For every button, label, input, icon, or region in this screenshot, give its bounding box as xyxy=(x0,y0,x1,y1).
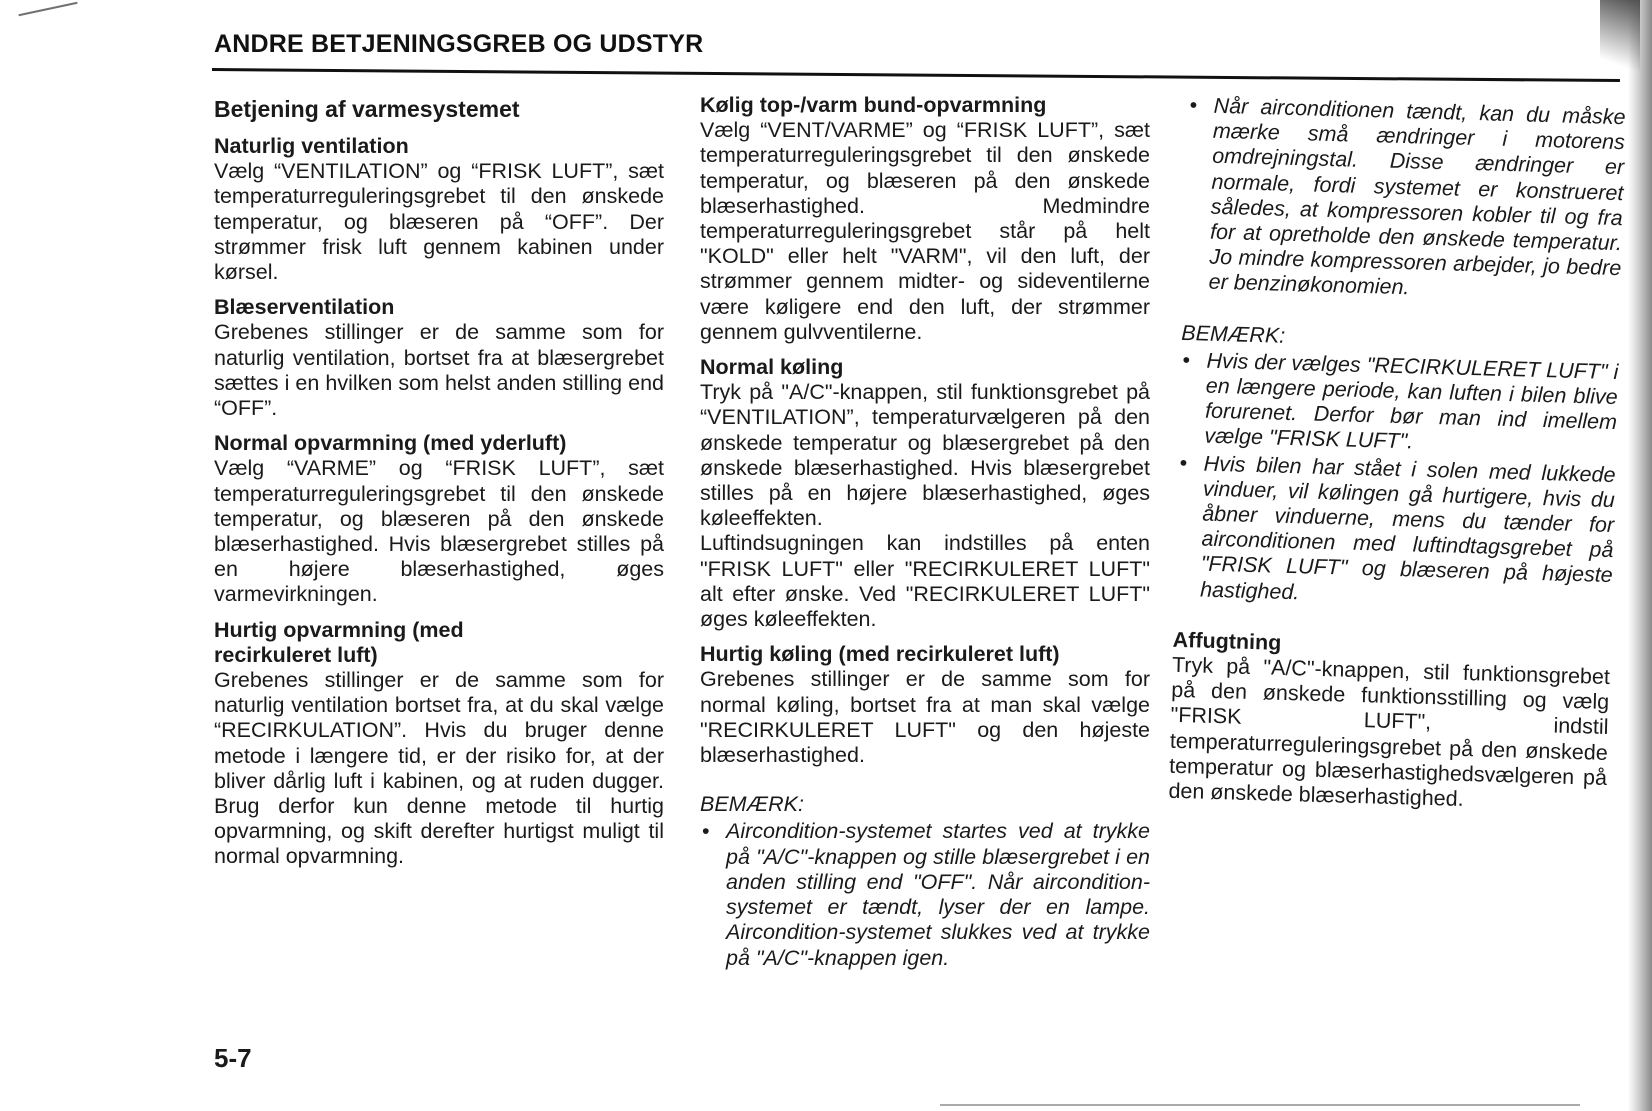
note-text: Hvis bilen har stået i solen med lukkede vinduer, vil kølingen gå hurtigere, hvis du åbner vinduerne, mens du tænder for airconditionen med luftindtagsgrebet på "FRISK LUFT" og blæseren på højeste hastighed. xyxy=(1199,451,1616,604)
intro-bullet-item xyxy=(1182,93,1625,307)
paragraph-normal-cooling: Tryk på "A/C"-knappen, stil funktionsgrebet på “VENTILATION”, temperaturvælgeren på den ønskede temperatur og blæsergrebet på den ønskede blæserhastighed. Hvis blæsergrebet stilles på en højere blæserhastighed, øges køleeffekten. xyxy=(700,380,1150,531)
note-text: Hvis der vælges "RECIRKULERET LUFT" i en længere periode, kan luften i bilen blive forurenet. Derfor bør man ind imellem vælge "FRISK LUFT". xyxy=(1204,348,1619,454)
note-label: BEMÆRK: xyxy=(700,792,804,817)
subheading-cool-top-warm-bottom: Kølig top-/varm bund-opvarmning xyxy=(700,93,1047,117)
subheading-normal-cooling: Normal køling xyxy=(700,355,844,380)
bullet-icon: • xyxy=(1179,450,1188,475)
paragraph-air-intake: Luftindsugningen kan indstilles på enten "FRISK LUFT" eller "RECIRKULERET LUFT" alt efter ønske. Ved "RECIRKULERET LUFT" øges køleeffekten. xyxy=(700,531,1150,632)
note-label: BEMÆRK: xyxy=(1180,320,1286,348)
column-right xyxy=(1168,93,1626,826)
page-number: 5-7 xyxy=(214,1043,252,1073)
scan-mark xyxy=(18,2,77,16)
scan-line xyxy=(940,1104,1580,1106)
subheading-dehumidify: Affugtning xyxy=(1172,627,1282,655)
subheading-quick-heating: Hurtig opvarmning (med recirkuleret luft) xyxy=(214,617,464,667)
note-list xyxy=(700,819,1150,970)
subheading-normal-heating: Normal opvarmning (med yderluft) xyxy=(214,431,567,456)
paragraph-quick-cooling: Grebenes stillinger er de samme som for normal køling, bortset fra at man skal vælge "RECIRKULERET LUFT" og den højeste blæserhastighed. xyxy=(700,667,1150,768)
note-item xyxy=(1174,451,1616,614)
note-text: Aircondition-systemet startes ved at trykke på "A/C"-knappen og stille blæsergrebet i en anden stilling end "OFF". Når aircondition-systemet er tændt, lyser der en lampe. Aircondition-systemet slukkes ved at trykke på "A/C"-knappen igen. xyxy=(726,819,1150,970)
header-divider xyxy=(212,68,1620,82)
paragraph-cool-top-warm-bottom: Vælg “VENT/VARME” og “FRISK LUFT”, sæt temperaturreguleringsgrebet til den ønskede temperatur, og blæseren på den ønskede blæserhastighed. Medmindre temperaturreguleringsgrebet står på helt "KOLD" eller helt "VARM", vil den luft, der strømmer gennem midter- og sideventilerne være køligere end den luft, der strømmer gennem gulvventilerne. xyxy=(700,118,1150,344)
column-left xyxy=(214,96,664,880)
column-middle xyxy=(700,93,1150,973)
note-item xyxy=(700,819,1150,970)
section-title: Betjening af varmesystemet xyxy=(214,96,520,122)
paragraph-dehumidify: Tryk på "A/C"-knappen, stil funktionsgrebet på den ønskede funktionsstilling og vælg "FRISK LUFT", indstil temperaturreguleringsgrebet på den ønskede temperatur og blæserhastighedsvælgeren på den ønskede blæserhastighed. xyxy=(1168,652,1611,812)
subheading-natural-ventilation: Naturlig ventilation xyxy=(214,134,409,158)
subheading-fan-ventilation: Blæserventilation xyxy=(214,295,395,320)
bullet-icon: • xyxy=(1182,347,1191,372)
page-edge-shadow xyxy=(1628,0,1652,1111)
intro-bullet-text: Når airconditionen tændt, kan du måske mærke små ændringer i motorens omdrejningstal. Disse ændringer er normale, fordi systemet er konstrueret således, at kompressoren kobler til og fra for at opretholde den ønskede temperatur. Jo mindre kompressoren arbejder, jo bedre er benzinøkonomien. xyxy=(1208,93,1626,300)
paragraph-normal-heating: Vælg “VARME” og “FRISK LUFT”, sæt temperaturreguleringsgrebet til den ønskede temperatur, og blæseren på den ønskede blæserhastighed. Hvis blæsergrebet stilles på en højere blæserhastighed, øges varmevirkningen. xyxy=(214,456,664,607)
paragraph-natural-ventilation: Vælg “VENTILATION” og “FRISK LUFT”, sæt temperaturreguleringsgrebet til den ønskede temperatur, og blæseren på “OFF”. Der strømmer frisk luft gennem kabinen under kørsel. xyxy=(214,159,664,285)
note-item xyxy=(1178,348,1619,461)
paragraph-quick-heating: Grebenes stillinger er de samme som for naturlig ventilation bortset fra, at du skal vælge “RECIRKULATION”. Hvis du bruger denne metode i længere tid, er der risiko for, at der bliver dårlig luft i kabinen, og at ruden dugger. Brug derfor kun denne metode til hurtig opvarmning, og skift derefter hurtigst muligt til normal opvarmning. xyxy=(214,668,664,869)
paragraph-fan-ventilation: Grebenes stillinger er de samme som for naturlig ventilation, bortset fra at blæsergrebet sættes i en hvilken som helst anden stilling end “OFF”. xyxy=(214,320,664,421)
note-list xyxy=(1174,348,1619,614)
bullet-icon: • xyxy=(702,819,710,844)
page-header-title: ANDRE BETJENINGSGREB OG UDSTYR xyxy=(214,30,704,58)
intro-bullet-list xyxy=(1182,93,1625,307)
subheading-quick-cooling: Hurtig køling (med recirkuleret luft) xyxy=(700,642,1060,667)
bullet-icon: • xyxy=(1189,93,1198,118)
